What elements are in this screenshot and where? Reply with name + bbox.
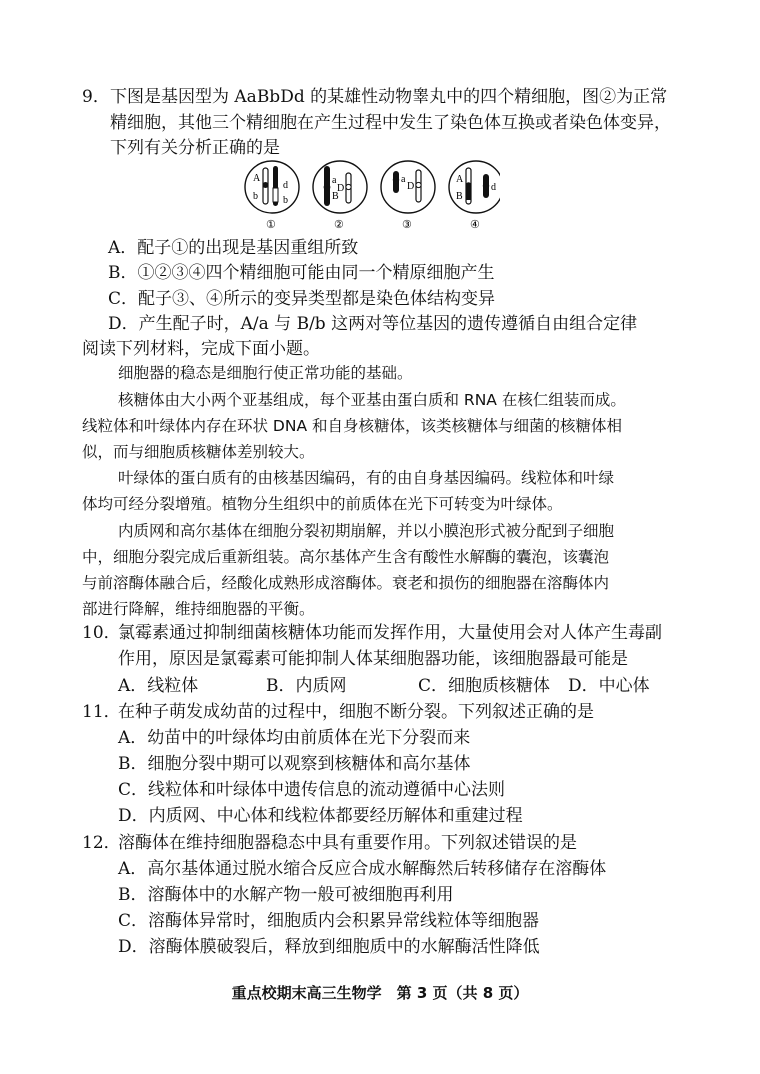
q9-option-a: A．配子①的出现是基因重组所致	[108, 238, 359, 258]
q9-stem-line2: 精细胞，其他三个精细胞在产生过程中发生了染色体互换或者染色体变异，	[110, 113, 671, 133]
q9-stem-line1: 下图是基因型为 AaBbDd 的某雄性动物睾丸中的四个精细胞，图②为正常	[110, 87, 668, 107]
sperm-cell-2	[313, 161, 367, 231]
q12-option-c: C．溶酶体异常时，细胞质内会积累异常线粒体等细胞器	[118, 911, 540, 931]
gene-label: B	[332, 191, 339, 202]
q11-stem: 在种子萌发成幼苗的过程中，细胞不断分裂。下列叙述正确的是	[118, 702, 594, 722]
q12-number: 12．	[82, 833, 121, 853]
q9-option-c: C．配子③、④所示的变异类型都是染色体结构变异	[108, 289, 496, 309]
sperm-cell-4	[449, 161, 500, 231]
gene-label: A	[253, 173, 261, 184]
reading-paragraph-4-line3: 与前溶酶体融合后，经酸化成熟形成溶酶体。衰老和损伤的细胞器在溶酶体内	[82, 574, 610, 592]
page-footer: 重点校期末高三生物学 第 3 页（共 8 页）	[231, 984, 529, 1002]
gene-label: B	[456, 191, 463, 202]
q12-option-d: D．溶酶体膜破裂后，释放到细胞质中的水解酶活性降低	[118, 937, 540, 957]
q10-stem-line1: 氯霉素通过抑制细菌核糖体功能而发挥作用，大量使用会对人体产生毒副	[118, 623, 662, 643]
reading-paragraph-4-line4: 部进行降解，维持细胞器的平衡。	[82, 600, 315, 618]
q9-sperm-cell-figure	[240, 158, 500, 232]
gene-label: D	[337, 183, 345, 194]
gene-label: D	[407, 181, 415, 192]
q10-option-c: C．细胞质核糖体	[418, 676, 551, 696]
q10-number: 10．	[82, 623, 121, 643]
gene-label: A	[456, 174, 464, 185]
sperm-cell-1	[245, 161, 299, 231]
reading-paragraph-2-line1: 核糖体由大小两个亚基组成，每个亚基由蛋白质和 RNA 在核仁组装而成。	[118, 391, 626, 409]
reading-paragraph-4-line2: 中，细胞分裂完成后重新组装。高尔基体产生含有酸性水解酶的囊泡，该囊泡	[82, 548, 610, 566]
q11-option-b: B．细胞分裂中期可以观察到核糖体和高尔基体	[118, 754, 471, 774]
q11-option-d: D．内质网、中心体和线粒体都要经历解体和重建过程	[118, 806, 523, 826]
q10-option-d: D．中心体	[568, 676, 650, 696]
q9-number: 9．	[82, 87, 110, 107]
q12-stem: 溶酶体在维持细胞器稳态中具有重要作用。下列叙述错误的是	[118, 833, 577, 853]
cell-label: ①	[266, 219, 276, 231]
sperm-cell-3	[381, 161, 435, 231]
q11-option-a: A．幼苗中的叶绿体均由前质体在光下分裂而来	[118, 728, 471, 748]
gene-label: a	[401, 174, 406, 185]
reading-paragraph-3-line1: 叶绿体的蛋白质有的由核基因编码，有的由自身基因编码。线粒体和叶绿	[118, 469, 615, 487]
q9-option-d: D．产生配子时，A/a 与 B/b 这两对等位基因的遗传遵循自由组合定律	[108, 314, 638, 334]
gene-label: d	[491, 182, 496, 193]
reading-paragraph-1: 细胞器的稳态是细胞行使正常功能的基础。	[118, 364, 413, 382]
q12-option-b: B．溶酶体中的水解产物一般可被细胞再利用	[118, 885, 454, 905]
cell-label: ④	[470, 219, 480, 231]
reading-paragraph-4-line1: 内质网和高尔基体在细胞分裂初期崩解，并以小膜泡形式被分配到子细胞	[118, 522, 615, 540]
q12-option-a: A．高尔基体通过脱水缩合反应合成水解酶然后转移储存在溶酶体	[118, 859, 607, 879]
reading-paragraph-2-line3: 似，而与细胞质核糖体差别较大。	[82, 443, 315, 461]
q10-option-a: A．线粒体	[118, 676, 199, 696]
gene-label: d	[283, 180, 288, 191]
cell-label: ②	[334, 219, 344, 231]
gene-label: b	[253, 191, 258, 202]
cell-label: ③	[402, 219, 412, 231]
q9-stem-line3: 下列有关分析正确的是	[110, 138, 280, 158]
gene-label: a	[332, 175, 337, 186]
q10-stem-line2: 作用，原因是氯霉素可能抑制人体某细胞器功能，该细胞器最可能是	[118, 649, 628, 669]
q11-number: 11．	[82, 702, 121, 722]
reading-paragraph-2-line2: 线粒体和叶绿体内存在环状 DNA 和自身核糖体，该类核糖体与细菌的核糖体相	[82, 417, 622, 435]
q10-option-b: B．内质网	[266, 676, 347, 696]
q11-option-c: C．线粒体和叶绿体中遗传信息的流动遵循中心法则	[118, 780, 506, 800]
reading-intro: 阅读下列材料，完成下面小题。	[82, 339, 320, 359]
q9-option-b: B．①②③④四个精细胞可能由同一个精原细胞产生	[108, 263, 495, 283]
reading-paragraph-3-line2: 体均可经分裂增殖。植物分生组织中的前质体在光下可转变为叶绿体。	[82, 495, 563, 513]
gene-label: b	[283, 195, 288, 206]
